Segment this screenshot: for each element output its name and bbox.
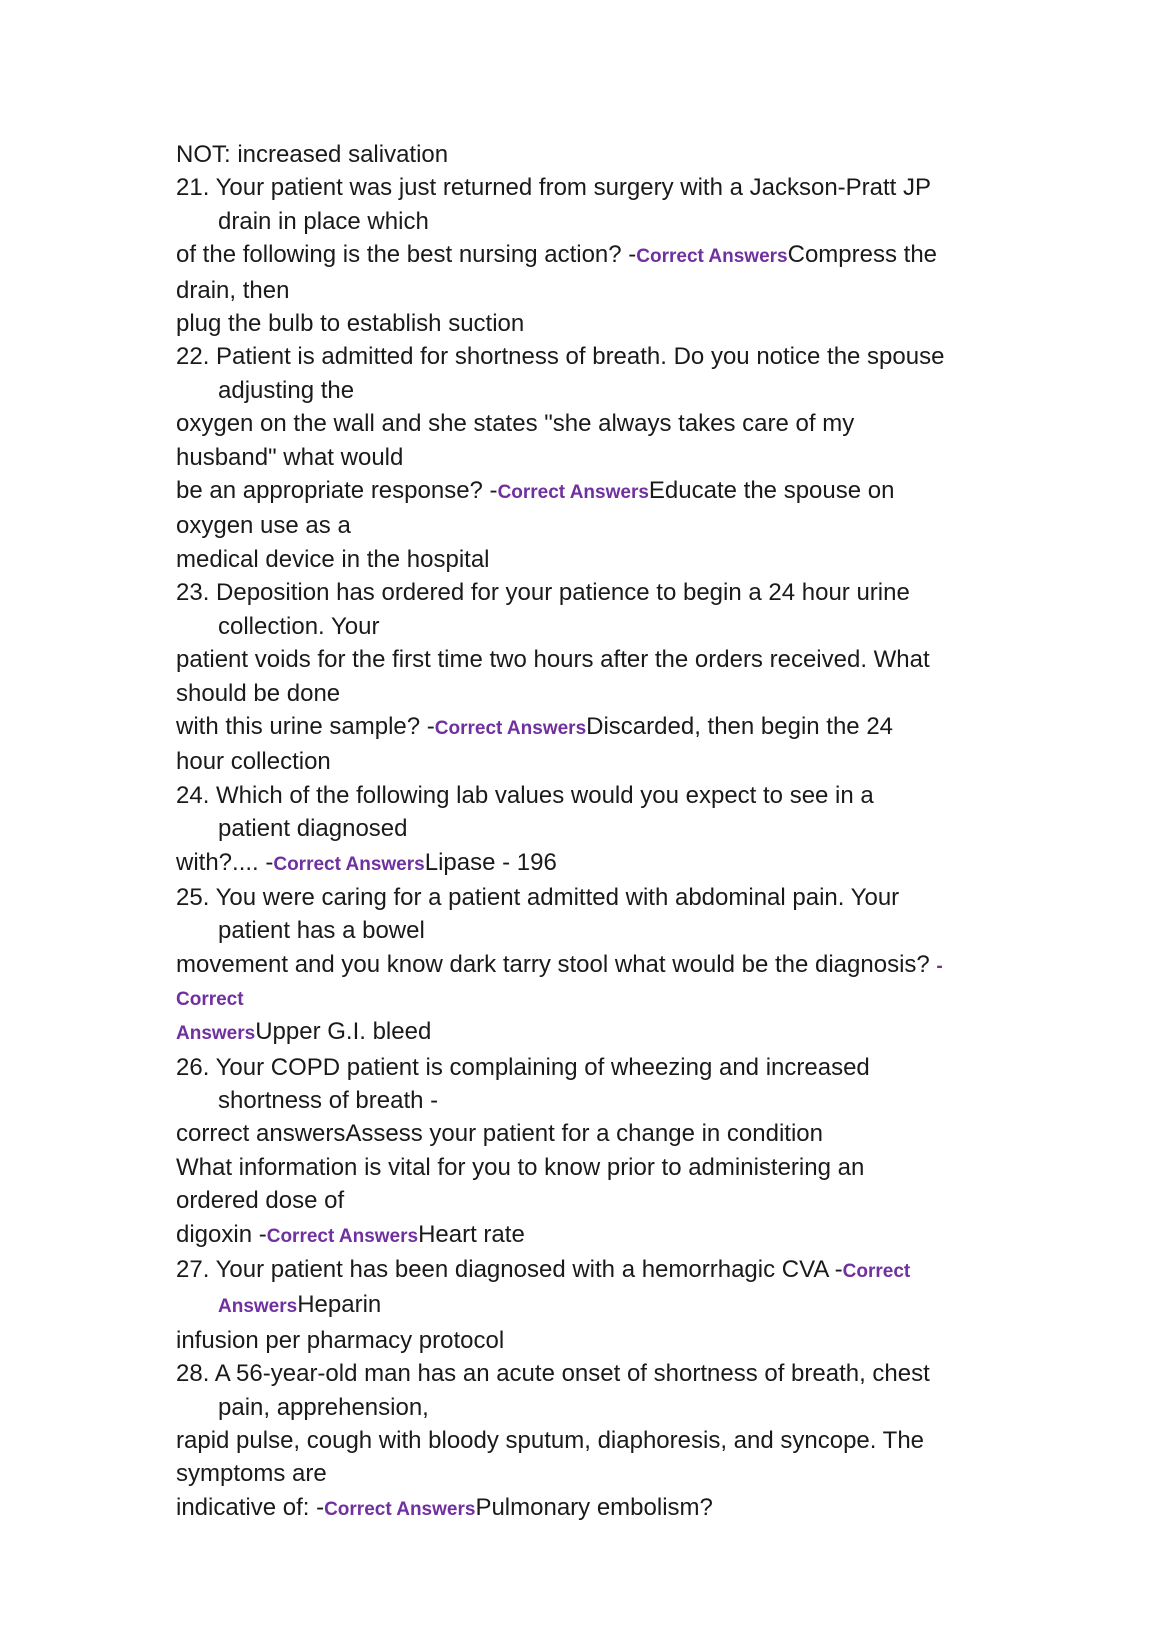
question-28-line-5 [176, 1491, 996, 1526]
answer-21-line-3: plug the bulb to establish suction [176, 310, 525, 338]
question-26-line-6 [176, 1218, 996, 1253]
correct-answers-label: Correct Answers [324, 1498, 476, 1520]
question-24-line-2: patient diagnosed [218, 815, 408, 843]
question-21-text: of the following is the best nursing action? - [176, 241, 637, 269]
correct-label: Correct [842, 1261, 911, 1282]
answer-21-line-2: drain, then [176, 276, 290, 304]
answer-27-line-2: infusion per pharmacy protocol [176, 1326, 505, 1354]
answers-label: Answers [218, 1296, 298, 1318]
question-21-line-2: drain in place which [218, 207, 429, 235]
question-27-text: 27. Your patient has been diagnosed with a hemorrhagic CVA - [176, 1256, 843, 1283]
answer-24-text: Lipase - 196 [424, 848, 557, 876]
question-28-line-4: symptoms are [176, 1460, 327, 1488]
correct-answers-label: Correct Answers [266, 1225, 419, 1247]
question-25-line-4 [176, 983, 996, 1015]
intro-line: NOT: increased salivation [176, 141, 449, 168]
question-23-line-5 [176, 710, 996, 745]
question-27-line-1 [176, 1253, 996, 1288]
question-22-text: be an appropriate response? - [176, 477, 498, 505]
correct-answers-label: Correct Answers [273, 853, 425, 875]
answer-22-line-3: medical device in the hospital [176, 545, 490, 573]
question-22-line-1: 22. Patient is admitted for shortness of breath. Do you notice the spouse [176, 343, 945, 371]
correct-answers-dash: - [936, 955, 943, 977]
question-23-text: with this urine sample? - [176, 712, 435, 740]
question-22-line-4: husband" what would [176, 443, 404, 471]
correct-answers-label: Correct Answers [636, 246, 788, 268]
question-22-line-3: oxygen on the wall and she states "she always takes care of my [176, 410, 855, 438]
question-22-line-2: adjusting the [218, 376, 355, 404]
question-28-line-1: 28. A 56-year-old man has an acute onset of shortness of breath, chest [176, 1360, 930, 1388]
question-28-text: indicative of: - [176, 1493, 325, 1521]
answer-25-text: Upper G.I. bleed [255, 1018, 432, 1046]
answers-label: Answers [176, 1023, 256, 1045]
question-26-text: digoxin - [176, 1220, 267, 1248]
question-23-line-3: patient voids for the first time two hours after the orders received. What [176, 646, 930, 674]
correct-answers-label: Correct Answers [434, 717, 587, 739]
question-25-line-5 [176, 1015, 996, 1050]
question-26-line-2: shortness of breath - [218, 1086, 439, 1114]
question-28-line-3: rapid pulse, cough with bloody sputum, diaphoresis, and syncope. The [176, 1427, 925, 1455]
question-23-line-2: collection. Your [218, 612, 380, 640]
question-26-line-4: What information is vital for you to know prior to administering an [176, 1153, 865, 1181]
answer-22-line-2: oxygen use as a [176, 512, 351, 540]
question-23-line-1: 23. Deposition has ordered for your patience to begin a 24 hour urine [176, 579, 910, 607]
question-27-line-2 [176, 1288, 996, 1323]
question-23-line-4: should be done [176, 679, 341, 707]
question-26-line-1: 26. Your COPD patient is complaining of wheezing and increased [176, 1053, 870, 1081]
question-24-line-1: 24. Which of the following lab values would you expect to see in a [176, 781, 874, 809]
question-25-line-2: patient has a bowel [218, 917, 425, 945]
question-22-line-5 [176, 474, 996, 509]
question-28-line-2: pain, apprehension, [218, 1393, 429, 1421]
question-25-text: movement and you know dark tarry stool what would be the diagnosis? [176, 950, 937, 978]
question-24-line-3 [176, 846, 996, 881]
answer-26-text: Heart rate [418, 1220, 525, 1248]
question-21-line-1: 21. Your patient was just returned from surgery with a Jackson-Pratt JP [176, 174, 932, 202]
document-page [176, 138, 996, 1526]
answer-27-text: Heparin [297, 1291, 382, 1319]
answer-22-text: Educate the spouse on [648, 477, 895, 505]
question-25-line-1: 25. You were caring for a patient admitted with abdominal pain. Your [176, 883, 900, 911]
question-26-line-3: correct answersAssess your patient for a change in condition [176, 1120, 824, 1148]
answer-21-text: Compress the [787, 241, 938, 269]
question-26-line-5: ordered dose of [176, 1187, 345, 1215]
question-21-line-3 [176, 238, 996, 273]
correct-answers-label: Correct Answers [497, 482, 649, 504]
question-25-line-3 [176, 948, 996, 983]
answer-23-text: Discarded, then begin the 24 [586, 712, 894, 740]
answer-23-line-2: hour collection [176, 748, 331, 776]
question-24-text: with?.... - [176, 848, 274, 876]
answer-28-text: Pulmonary embolism? [475, 1493, 713, 1521]
correct-label: Correct [176, 989, 244, 1011]
